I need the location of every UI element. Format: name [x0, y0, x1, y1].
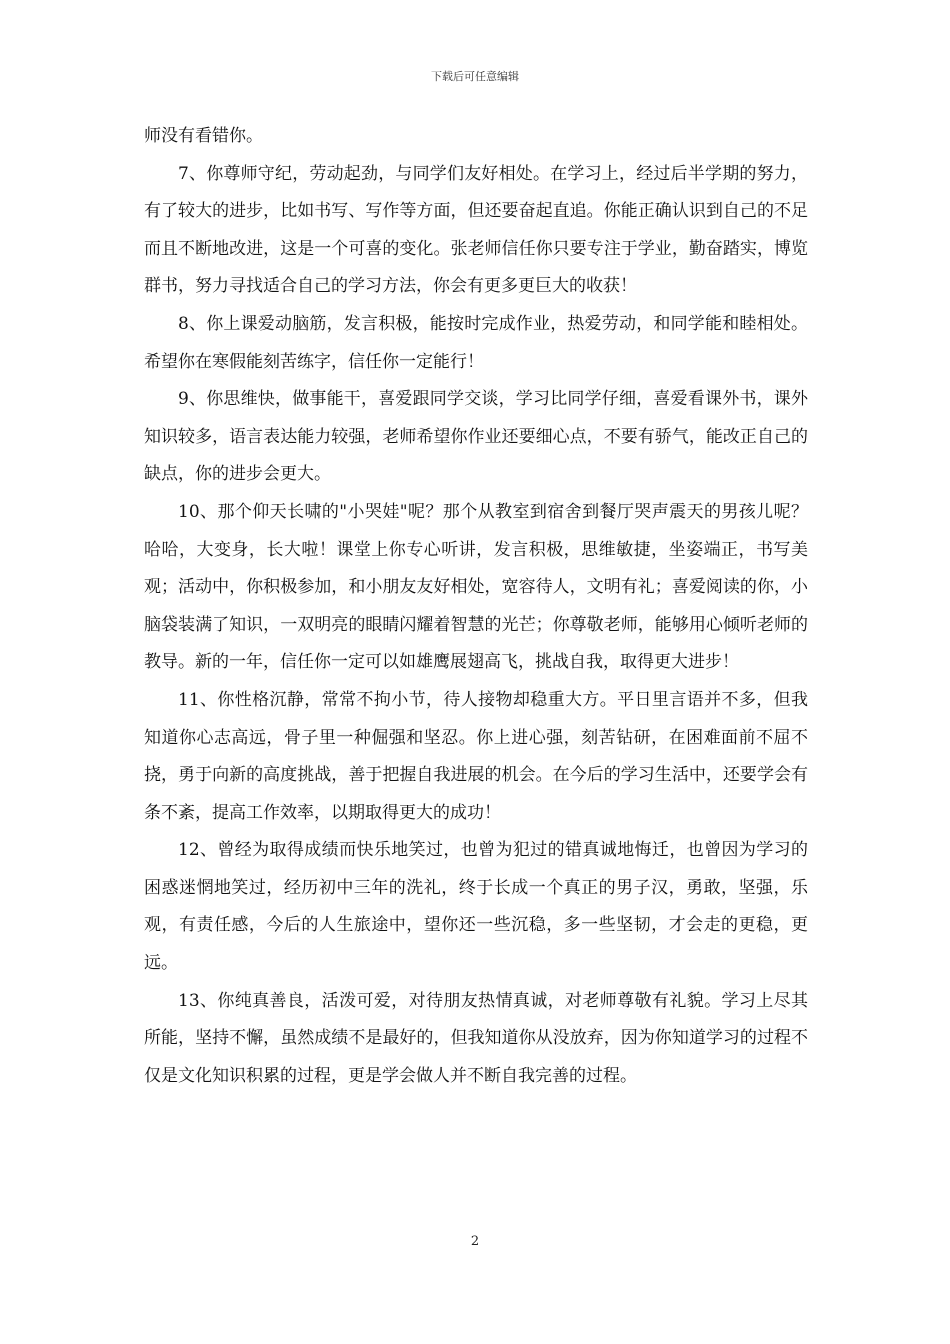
paragraph-comment-9: 9、你思维快，做事能干，喜爱跟同学交谈，学习比同学仔细，喜爱看课外书，课外知识较多，语言表达能力较强，老师希望你作业还要细心点，不要有骄气，能改正自己的缺点，你的进步会更大。	[144, 389, 808, 485]
paragraph-comment-8: 8、你上课爱动脑筋，发言积极，能按时完成作业，热爱劳动，和同学能和睦相处。希望你在寒假能刻苦练字，信任你一定能行！	[144, 313, 808, 372]
paragraph-comment-12: 12、曾经为取得成绩而快乐地笑过，也曾为犯过的错真诚地悔迁，也曾因为学习的困惑迷惘地笑过，经历初中三年的洗礼，终于长成一个真正的男子汉，勇敢，坚强，乐观，有责任感，今后的人生旅途中，望你还一些沉稳，多一些坚韧，才会走的更稳，更远。	[144, 840, 808, 974]
paragraph-comment-11: 11、你性格沉静，常常不拘小节，待人接物却稳重大方。平日里言语并不多，但我知道你心志高远，骨子里一种倔强和坚忍。你上进心强，刻苦钻研，在困难面前不屈不挠，勇于向新的高度挑战，善于把握自我进展的机会。在今后的学习生活中，还要学会有条不紊，提高工作效率，以期取得更大的成功！	[144, 689, 808, 823]
paragraph-comment-10: 10、那个仰天长啸的"小哭娃"呢？那个从教室到宿舍到餐厅哭声震天的男孩儿呢？哈哈，大变身，长大啦！课堂上你专心听讲，发言积极，思维敏捷，坐姿端正，书写美观；活动中，你积极参加，和小朋友友好相处，宽容待人，文明有礼；喜爱阅读的你，小脑袋装满了知识，一双明亮的眼睛闪耀着智慧的光芒；你尊敬老师，能够用心倾听老师的教导。新的一年，信任你一定可以如雄鹰展翅高飞，挑战自我，取得更大进步！	[144, 501, 808, 673]
page-header: 下载后可任意编辑	[431, 70, 519, 83]
paragraph-comment-13: 13、你纯真善良，活泼可爱，对待朋友热情真诚，对老师尊敬有礼貌。学习上尽其所能，坚持不懈，虽然成绩不是最好的，但我知道你从没放弃，因为你知道学习的过程不仅是文化知识积累的过程，更是学会做人并不断自我完善的过程。	[144, 990, 808, 1086]
page-number: 2	[470, 1234, 480, 1249]
paragraph-comment-7: 7、你尊师守纪，劳动起劲，与同学们友好相处。在学习上，经过后半学期的努力，有了较大的进步，比如书写、写作等方面，但还要奋起直追。你能正确认识到自己的不足而且不断地改进，这是一个可喜的变化。张老师信任你只要专注于学业，勤奋踏实，博览群书，努力寻找适合自己的学习方法，你会有更多更巨大的收获！	[144, 163, 808, 297]
paragraph-continuation: 师没有看错你。	[144, 126, 263, 146]
document-body	[144, 118, 808, 1095]
